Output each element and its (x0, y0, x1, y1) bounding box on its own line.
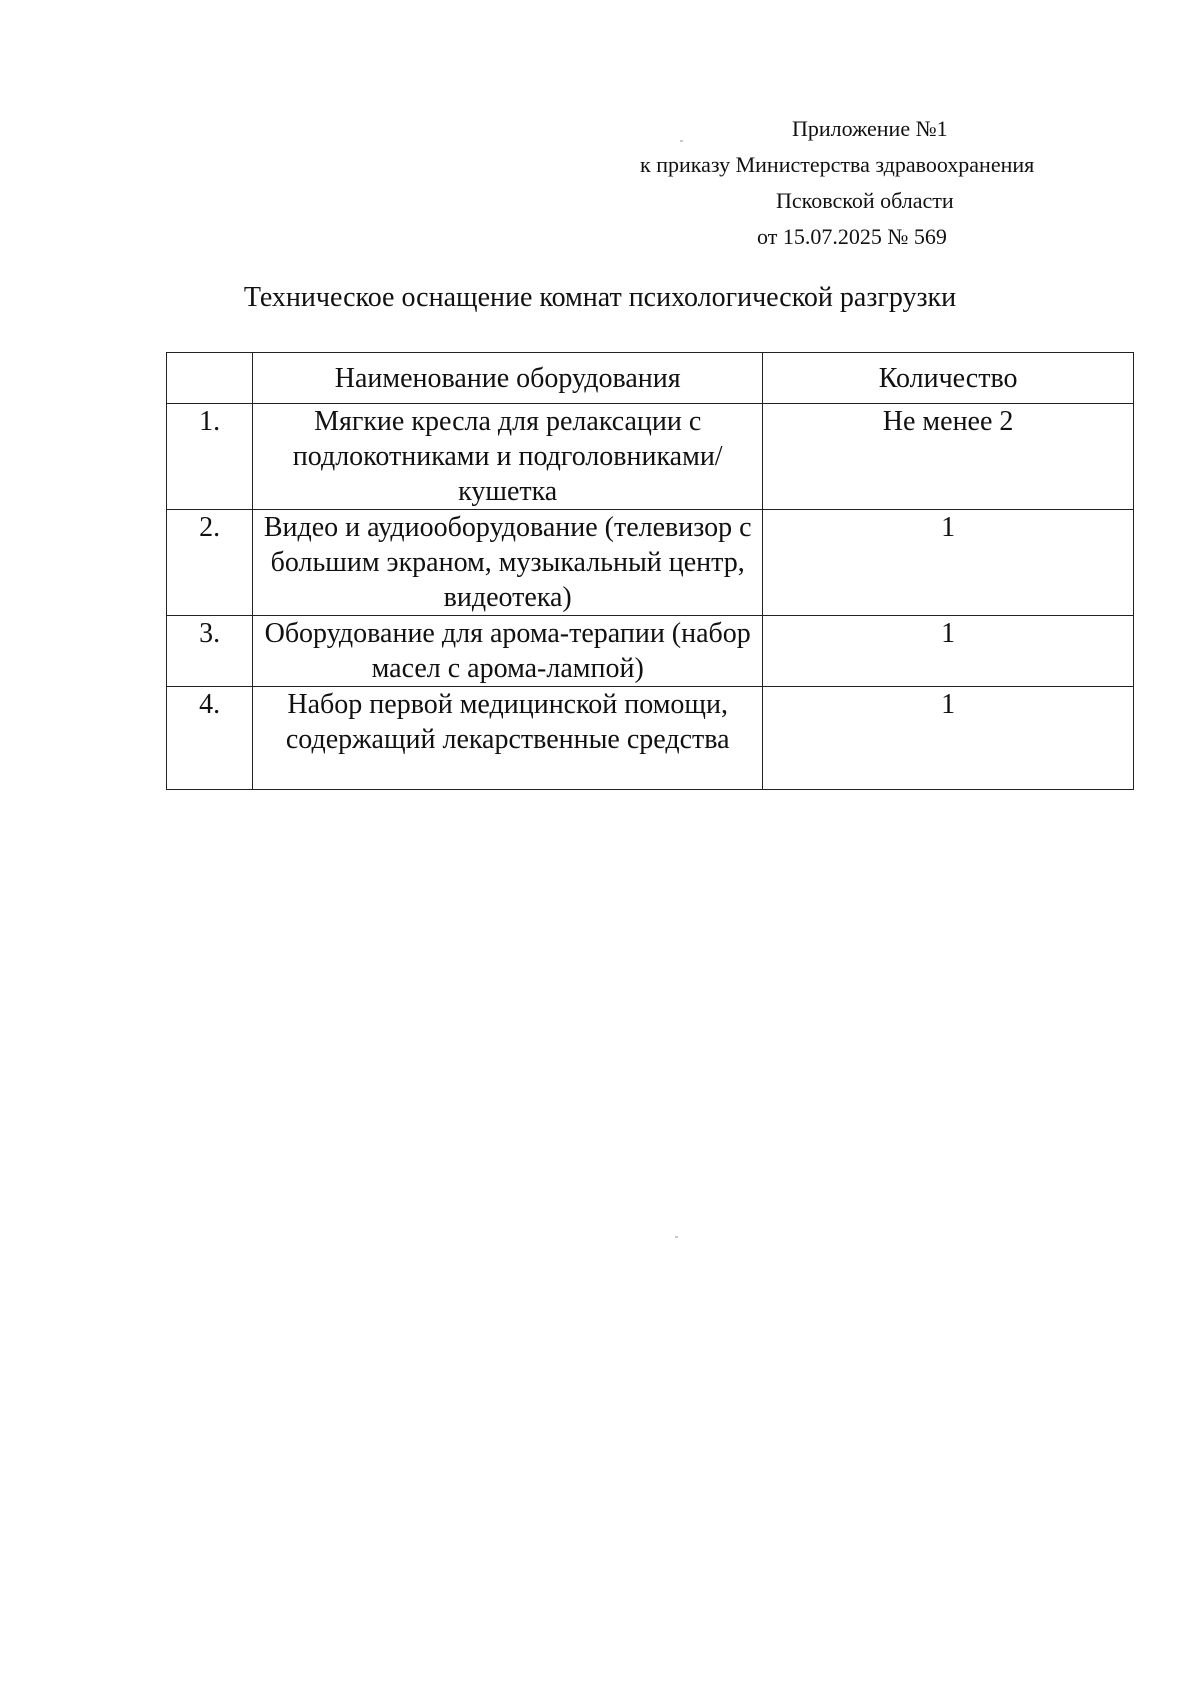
scan-artifact (675, 1236, 678, 1238)
table-row (167, 510, 1134, 616)
table-row (167, 404, 1134, 510)
document-title: Техническое оснащение комнат психологической разгрузки (243, 282, 957, 313)
approval-line-date-number: от 15.07.2025 № 569 (757, 224, 947, 249)
header-number (167, 353, 253, 404)
row-number: 1. (167, 404, 253, 510)
row-number: 3. (167, 616, 253, 687)
table-header-row (167, 353, 1134, 404)
table-row (167, 687, 1134, 790)
row-equipment-name: Мягкие кресла для релаксации с подлокотниками и подголовниками/кушетка (253, 404, 763, 510)
equipment-table (166, 352, 1134, 790)
approval-line-region: Псковской области (776, 188, 954, 213)
row-equipment-name: Набор первой медицинской помощи, содержащий лекарственные средства (253, 687, 763, 790)
row-number: 2. (167, 510, 253, 616)
header-equipment-name: Наименование оборудования (253, 353, 763, 404)
table-row (167, 616, 1134, 687)
row-equipment-name: Видео и аудиооборудование (телевизор с большим экраном, музыкальный центр, видеотека) (253, 510, 763, 616)
row-quantity: Не менее 2 (763, 404, 1134, 510)
row-quantity: 1 (763, 510, 1134, 616)
row-number: 4. (167, 687, 253, 790)
scan-artifact (680, 140, 683, 142)
approval-line-appendix: Приложение №1 (792, 116, 948, 141)
row-quantity: 1 (763, 687, 1134, 790)
approval-block (640, 111, 1140, 255)
row-quantity: 1 (763, 616, 1134, 687)
header-quantity: Количество (763, 353, 1134, 404)
row-equipment-name: Оборудование для арома-терапии (набор масел с арома-лампой) (253, 616, 763, 687)
approval-line-order: к приказу Министерства здравоохранения (640, 152, 1035, 177)
